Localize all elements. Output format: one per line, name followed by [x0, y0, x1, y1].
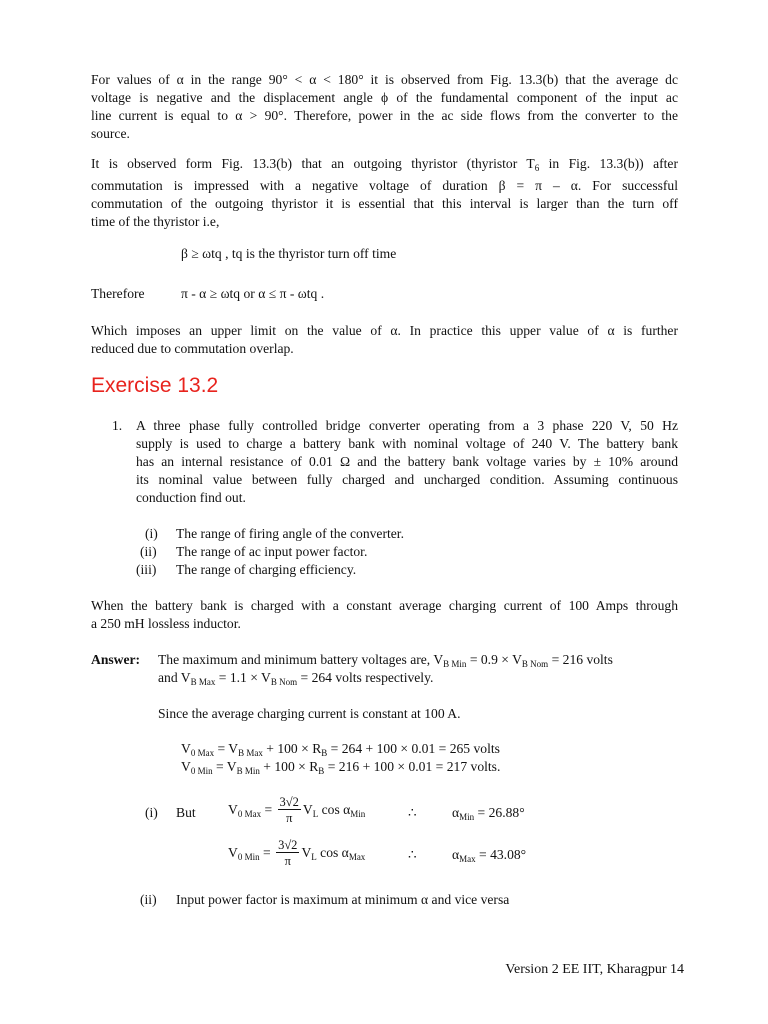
page-footer: Version 2 EE IIT, Kharagpur 14 — [505, 962, 684, 977]
question-text — [136, 417, 678, 507]
text-line: source. — [91, 126, 130, 141]
paragraph-upper-limit — [91, 322, 678, 358]
paragraph-intro — [91, 71, 678, 143]
text-line: a 250 mH lossless inductor. — [91, 616, 241, 631]
result-alpha-max: $\alpha_{Max} = 43.08^\circ$ — [452, 847, 527, 864]
text-line: commutation is impressed with a negative voltage of duration β = π – α. For successful — [91, 178, 678, 193]
text-line: For values of α in the range 90° < α < 180° it is observed from Fig. 13.3(b) that the average dc — [91, 72, 678, 87]
formula-v0max: $V_{0 Max}$ = $\frac{3√2}{\pi}$ $V_L$ $\cos \alpha_{Min}$ — [228, 795, 366, 826]
text-line: reduced due to commutation overlap. — [91, 341, 294, 356]
therefore-symbol: ∴ — [408, 847, 417, 862]
text-line: When the battery bank is charged with a constant average charging current of 100 Amps through — [91, 598, 678, 613]
therefore-label: Therefore — [91, 286, 145, 301]
exercise-heading: Exercise 13.2 — [91, 374, 219, 397]
paragraph-commutation — [91, 155, 678, 231]
answer-label: Answer: — [91, 652, 141, 667]
answer-line: Since the average charging current is constant at 100 A. — [158, 706, 461, 721]
equation-alpha-limit: π - α ≥ ωtq or α ≤ π - ωtq . — [181, 286, 325, 301]
item-text: The range of charging efficiency. — [176, 562, 357, 577]
text-line: has an internal resistance of 0.01 Ω and the battery bank voltage varies by ± 10% around — [136, 454, 678, 469]
step-text: Input power factor is maximum at minimum α and vice versa — [176, 892, 510, 907]
text-line: A three phase fully controlled bridge converter operating from a 3 phase 220 V, 50 Hz — [136, 418, 678, 433]
answer-line: The maximum and minimum battery voltages are, $V_{B Min} = 0.9 \times V_{B Nom} = 216$ volts — [158, 652, 613, 669]
equation-turnoff: β ≥ ωtq , tq is the thyristor turn off time — [181, 246, 397, 261]
text-line: line current is equal to α > 90°. Therefore, power in the ac side flows from the converter to the — [91, 108, 678, 123]
item-text: The range of ac input power factor. — [176, 544, 368, 559]
fraction: $\frac{3√2}{\pi}$ — [278, 838, 298, 869]
item-number: (iii) — [136, 562, 157, 577]
text-line: voltage is negative and the displacement angle ϕ of the fundamental component of the input ac — [91, 90, 678, 105]
step-number: (i) — [145, 805, 158, 820]
but-label: But — [176, 805, 196, 820]
text-line: commutation of the outgoing thyristor it is essential that this interval is larger than the turn off — [91, 196, 678, 211]
item-number: (i) — [145, 526, 158, 541]
answer-line: and $V_{B Max} = 1.1 \times V_{B Nom} = 264$ volts respectively. — [158, 670, 434, 687]
item-number: (ii) — [140, 544, 157, 559]
text-line: time of the thyristor i.e, — [91, 214, 220, 229]
text-line: supply is used to charge a battery bank with nominal voltage of 240 V. The battery bank — [136, 436, 678, 451]
step-number: (ii) — [140, 892, 157, 907]
text-line: It is observed form Fig. 13.3(b) that an outgoing thyristor (thyristor $T_6$ in Fig. 13.3(b)) after — [91, 156, 678, 173]
equation-v0min: $V_{0 Min} = V_{B Min} + 100 \times R_B = 216 + 100 \times 0.01 = 217$ volts. — [181, 759, 501, 776]
equation-v0max: $V_{0 Max} = V_{B Max} + 100 \times R_B = 264 + 100 \times 0.01 = 265$ volts — [181, 741, 500, 758]
result-alpha-min: $\alpha_{Min} = 26.88^\circ$ — [452, 805, 525, 822]
paragraph-charging-condition — [91, 597, 678, 633]
text-line: its nominal value between fully charged and uncharged condition. Assuming continuous — [136, 472, 678, 487]
item-text: The range of firing angle of the converter. — [176, 526, 404, 541]
question-number: 1. — [112, 418, 123, 433]
fraction: $\frac{3√2}{\pi}$ — [279, 795, 299, 826]
text-line: conduction find out. — [136, 490, 246, 505]
formula-v0min: $V_{0 Min}$ = $\frac{3√2}{\pi}$ $V_L$ $\cos \alpha_{Max}$ — [228, 838, 366, 869]
text-line: Which imposes an upper limit on the value of α. In practice this upper value of α is further — [91, 323, 678, 338]
therefore-symbol: ∴ — [408, 805, 417, 820]
